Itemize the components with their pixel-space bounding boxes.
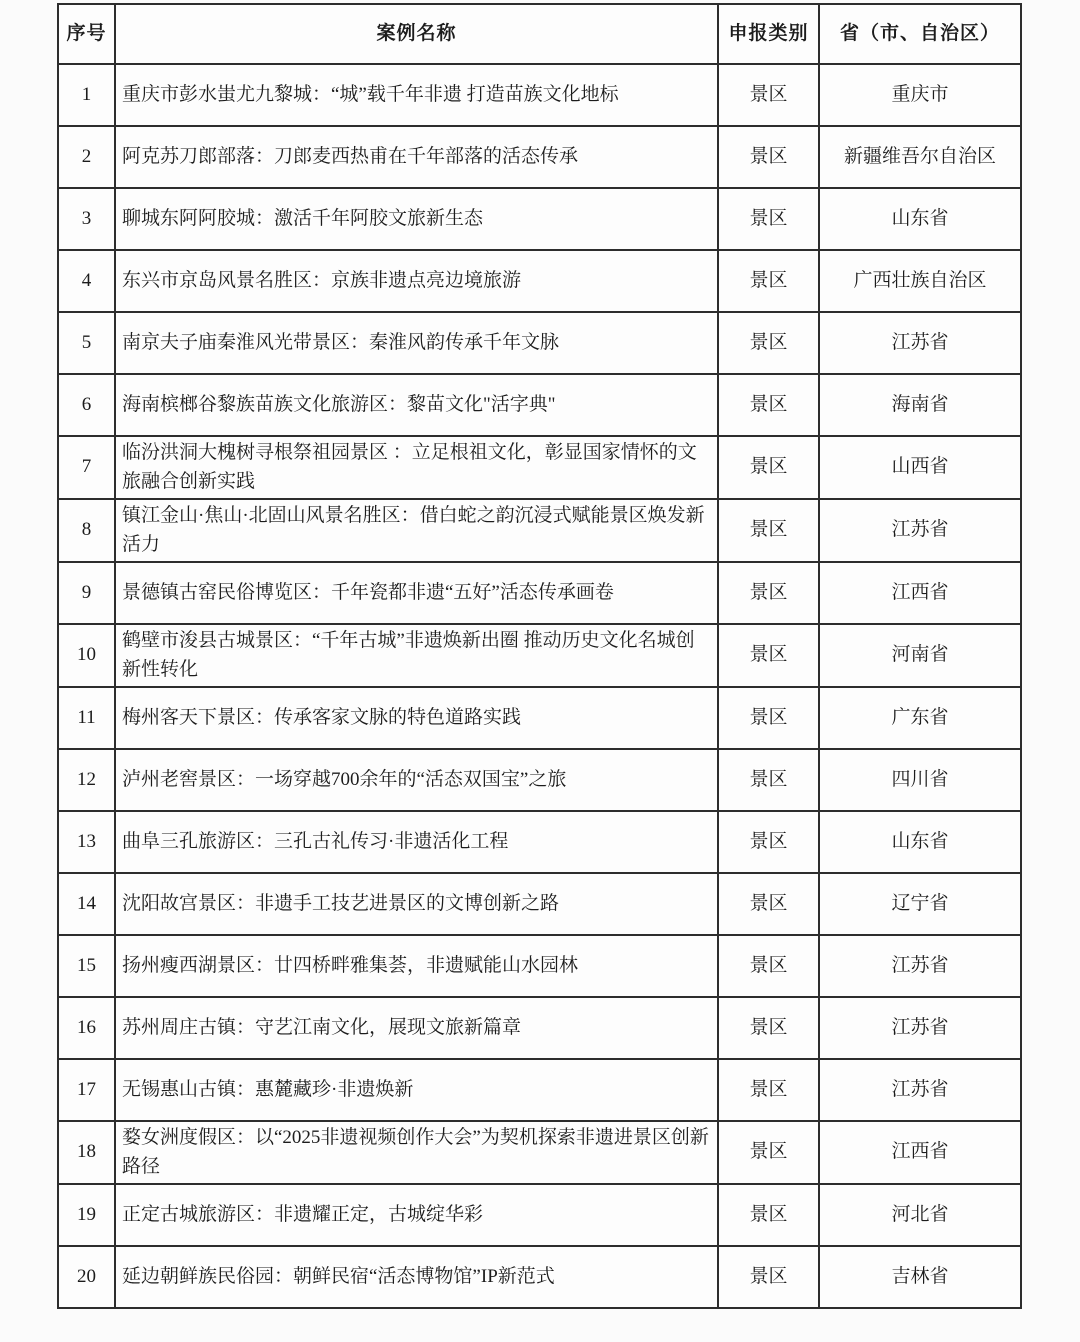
category-cell: 景区 [718, 312, 819, 374]
province-cell: 广东省 [819, 687, 1021, 749]
row-serial-number: 1 [58, 64, 115, 126]
category-cell: 景区 [718, 687, 819, 749]
row-serial-number: 6 [58, 374, 115, 436]
table-row [58, 374, 1021, 436]
province-cell: 吉林省 [819, 1246, 1021, 1308]
row-serial-number: 15 [58, 935, 115, 997]
case-name-cell: 苏州周庄古镇：守艺江南文化，展现文旅新篇章 [115, 997, 718, 1059]
province-cell: 山东省 [819, 188, 1021, 250]
category-cell: 景区 [718, 624, 819, 687]
province-cell: 广西壮族自治区 [819, 250, 1021, 312]
row-serial-number: 3 [58, 188, 115, 250]
case-name-cell: 重庆市彭水蚩尤九黎城：“城”载千年非遗 打造苗族文化地标 [115, 64, 718, 126]
province-cell: 河南省 [819, 624, 1021, 687]
province-cell: 江苏省 [819, 1059, 1021, 1121]
province-cell: 新疆维吾尔自治区 [819, 126, 1021, 188]
case-name-cell: 正定古城旅游区：非遗耀正定，古城绽华彩 [115, 1184, 718, 1246]
row-serial-number: 5 [58, 312, 115, 374]
row-serial-number: 10 [58, 624, 115, 687]
province-cell: 河北省 [819, 1184, 1021, 1246]
province-cell: 山东省 [819, 811, 1021, 873]
case-name-cell: 婺女洲度假区：以“2025非遗视频创作大会”为契机探索非遗进景区创新路径 [115, 1121, 718, 1184]
header-application-category: 申报类别 [718, 4, 819, 64]
case-name-cell: 南京夫子庙秦淮风光带景区：秦淮风韵传承千年文脉 [115, 312, 718, 374]
table-row [58, 873, 1021, 935]
table-row [58, 687, 1021, 749]
header-serial-number: 序号 [58, 4, 115, 64]
province-cell: 重庆市 [819, 64, 1021, 126]
table-row [58, 935, 1021, 997]
table-row [58, 126, 1021, 188]
table-row [58, 312, 1021, 374]
row-serial-number: 9 [58, 562, 115, 624]
category-cell: 景区 [718, 935, 819, 997]
category-cell: 景区 [718, 126, 819, 188]
table-row [58, 64, 1021, 126]
header-row [58, 4, 1021, 64]
row-serial-number: 16 [58, 997, 115, 1059]
table-row [58, 997, 1021, 1059]
category-cell: 景区 [718, 188, 819, 250]
province-cell: 江苏省 [819, 312, 1021, 374]
table-row [58, 1246, 1021, 1308]
row-serial-number: 12 [58, 749, 115, 811]
table-row [58, 499, 1021, 562]
category-cell: 景区 [718, 499, 819, 562]
category-cell: 景区 [718, 811, 819, 873]
row-serial-number: 19 [58, 1184, 115, 1246]
table-row [58, 562, 1021, 624]
province-cell: 江苏省 [819, 997, 1021, 1059]
table-row [58, 811, 1021, 873]
row-serial-number: 14 [58, 873, 115, 935]
category-cell: 景区 [718, 873, 819, 935]
case-name-cell: 阿克苏刀郎部落：刀郎麦西热甫在千年部落的活态传承 [115, 126, 718, 188]
case-name-cell: 泸州老窖景区：一场穿越700余年的“活态双国宝”之旅 [115, 749, 718, 811]
case-name-cell: 鹤壁市浚县古城景区：“千年古城”非遗焕新出圈 推动历史文化名城创新性转化 [115, 624, 718, 687]
category-cell: 景区 [718, 997, 819, 1059]
table-row [58, 1184, 1021, 1246]
row-serial-number: 18 [58, 1121, 115, 1184]
case-name-cell: 镇江金山·焦山·北固山风景名胜区：借白蛇之韵沉浸式赋能景区焕发新活力 [115, 499, 718, 562]
table-row [58, 749, 1021, 811]
category-cell: 景区 [718, 562, 819, 624]
table-row [58, 1121, 1021, 1184]
header-case-name: 案例名称 [115, 4, 718, 64]
table-row [58, 188, 1021, 250]
province-cell: 海南省 [819, 374, 1021, 436]
category-cell: 景区 [718, 1121, 819, 1184]
case-name-cell: 海南槟榔谷黎族苗族文化旅游区：黎苗文化"活字典" [115, 374, 718, 436]
case-name-cell: 延边朝鲜族民俗园：朝鲜民宿“活态博物馆”IP新范式 [115, 1246, 718, 1308]
case-name-cell: 聊城东阿阿胶城：激活千年阿胶文旅新生态 [115, 188, 718, 250]
province-cell: 江苏省 [819, 499, 1021, 562]
category-cell: 景区 [718, 250, 819, 312]
province-cell: 江西省 [819, 562, 1021, 624]
province-cell: 辽宁省 [819, 873, 1021, 935]
case-name-cell: 景德镇古窑民俗博览区：千年瓷都非遗“五好”活态传承画卷 [115, 562, 718, 624]
row-serial-number: 13 [58, 811, 115, 873]
case-name-cell: 梅州客天下景区：传承客家文脉的特色道路实践 [115, 687, 718, 749]
category-cell: 景区 [718, 749, 819, 811]
category-cell: 景区 [718, 1184, 819, 1246]
table-row [58, 436, 1021, 499]
row-serial-number: 2 [58, 126, 115, 188]
case-name-cell: 无锡惠山古镇：惠麓藏珍·非遗焕新 [115, 1059, 718, 1121]
table-row [58, 624, 1021, 687]
case-name-cell: 临汾洪洞大槐树寻根祭祖园景区 ：立足根祖文化，彰显国家情怀的文旅融合创新实践 [115, 436, 718, 499]
category-cell: 景区 [718, 436, 819, 499]
row-serial-number: 7 [58, 436, 115, 499]
category-cell: 景区 [718, 64, 819, 126]
row-serial-number: 4 [58, 250, 115, 312]
row-serial-number: 17 [58, 1059, 115, 1121]
table-row [58, 250, 1021, 312]
case-name-cell: 曲阜三孔旅游区：三孔古礼传习·非遗活化工程 [115, 811, 718, 873]
table-row [58, 1059, 1021, 1121]
category-cell: 景区 [718, 1246, 819, 1308]
case-name-cell: 扬州瘦西湖景区：廿四桥畔雅集荟，非遗赋能山水园林 [115, 935, 718, 997]
province-cell: 四川省 [819, 749, 1021, 811]
row-serial-number: 20 [58, 1246, 115, 1308]
cases-table [57, 3, 1022, 1309]
header-province: 省（市、自治区） [819, 4, 1021, 64]
row-serial-number: 8 [58, 499, 115, 562]
row-serial-number: 11 [58, 687, 115, 749]
case-name-cell: 东兴市京岛风景名胜区：京族非遗点亮边境旅游 [115, 250, 718, 312]
category-cell: 景区 [718, 1059, 819, 1121]
province-cell: 山西省 [819, 436, 1021, 499]
province-cell: 江西省 [819, 1121, 1021, 1184]
case-name-cell: 沈阳故宫景区：非遗手工技艺进景区的文博创新之路 [115, 873, 718, 935]
province-cell: 江苏省 [819, 935, 1021, 997]
category-cell: 景区 [718, 374, 819, 436]
